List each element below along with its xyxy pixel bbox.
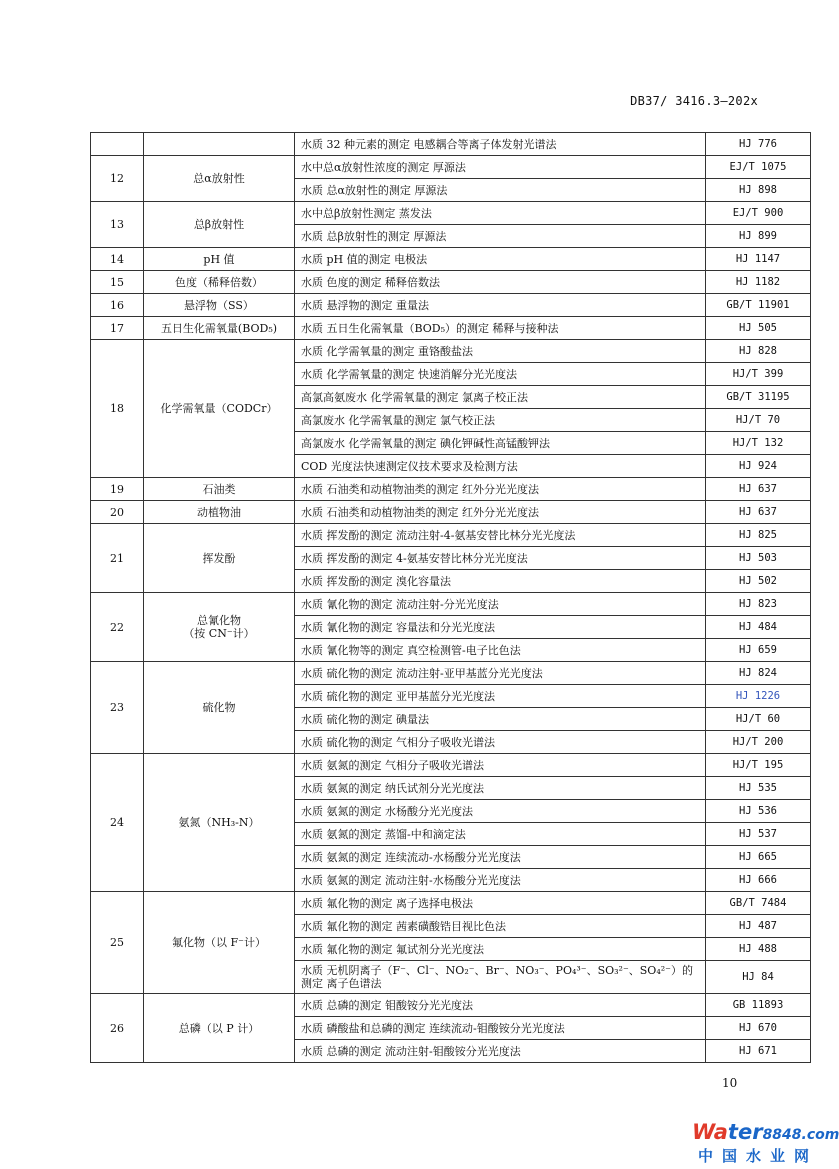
- table-row: [91, 271, 811, 294]
- method-cell: 水质 氰化物的测定 流动注射-分光光度法: [295, 593, 706, 616]
- standard-code-cell: HJ 828: [706, 340, 811, 363]
- test-item-cell: [144, 133, 295, 156]
- standard-code-cell: GB 11893: [706, 994, 811, 1017]
- standard-code-cell: HJ/T 60: [706, 708, 811, 731]
- method-cell: 高氯废水 化学需氧量的测定 碘化钾碱性高锰酸钾法: [295, 432, 706, 455]
- method-cell: 水质 氨氮的测定 流动注射-水杨酸分光光度法: [295, 869, 706, 892]
- row-number-cell: 12: [91, 156, 144, 202]
- method-cell: 水质 石油类和动植物油类的测定 红外分光光度法: [295, 478, 706, 501]
- watermark-brand: Water8848.com: [692, 1120, 839, 1144]
- row-number-cell: 25: [91, 892, 144, 994]
- standard-code-cell: HJ 659: [706, 639, 811, 662]
- standard-code-cell: HJ 666: [706, 869, 811, 892]
- test-item-label: 总氰化物 （按 CN⁻计）: [183, 614, 255, 640]
- row-number-cell: [91, 133, 144, 156]
- method-cell: 水质 挥发酚的测定 溴化容量法: [295, 570, 706, 593]
- method-cell: 高氯废水 化学需氧量的测定 氯气校正法: [295, 409, 706, 432]
- table-row: [91, 340, 811, 363]
- standard-code-cell: HJ 898: [706, 179, 811, 202]
- test-item-label: 色度（稀释倍数）: [175, 275, 263, 289]
- test-item-label: 氟化物（以 F⁻计）: [172, 936, 266, 949]
- table-row: [91, 501, 811, 524]
- standard-code-cell: HJ 537: [706, 823, 811, 846]
- test-item-label: 石油类: [202, 482, 236, 496]
- test-item-cell: [144, 662, 295, 754]
- test-item-cell: [144, 202, 295, 248]
- method-cell: 水质 无机阴离子（F⁻、Cl⁻、NO₂⁻、Br⁻、NO₃⁻、PO₄³⁻、SO₃²⁻、SO₄²⁻）的测定 离子色谱法: [295, 961, 706, 994]
- standard-code-cell: HJ/T 200: [706, 731, 811, 754]
- test-item-label: pH 值: [203, 252, 235, 266]
- row-number-cell: 26: [91, 994, 144, 1063]
- method-cell: 水质 总β放射性的测定 厚源法: [295, 225, 706, 248]
- row-number-cell: 13: [91, 202, 144, 248]
- test-item-cell: [144, 478, 295, 501]
- method-cell: 水质 氟化物的测定 茜素磺酸锆目视比色法: [295, 915, 706, 938]
- test-item-label: 氨氮（NH₃-N）: [178, 816, 260, 829]
- test-item-cell: [144, 340, 295, 478]
- standard-code-link[interactable]: HJ 1226: [706, 685, 811, 708]
- method-cell: 水中总α放射性浓度的测定 厚源法: [295, 156, 706, 179]
- standard-code-cell: GB/T 31195: [706, 386, 811, 409]
- method-cell: 水质 磷酸盐和总磷的测定 连续流动-钼酸铵分光光度法: [295, 1017, 706, 1040]
- standard-code-cell: GB/T 7484: [706, 892, 811, 915]
- standard-code-cell: HJ 637: [706, 478, 811, 501]
- test-item-cell: [144, 994, 295, 1063]
- method-cell: 水质 化学需氧量的测定 重铬酸盐法: [295, 340, 706, 363]
- method-cell: 水质 硫化物的测定 流动注射-亚甲基蓝分光光度法: [295, 662, 706, 685]
- standard-code-cell: HJ/T 399: [706, 363, 811, 386]
- method-cell: 水质 氰化物等的测定 真空检测管-电子比色法: [295, 639, 706, 662]
- method-cell: 高氯高氨废水 化学需氧量的测定 氯离子校正法: [295, 386, 706, 409]
- table-row: [91, 994, 811, 1017]
- page-number: 10: [722, 1076, 738, 1090]
- test-item-cell: [144, 754, 295, 892]
- method-cell: 水质 氟化物的测定 氟试剂分光光度法: [295, 938, 706, 961]
- table-row: [91, 156, 811, 179]
- standard-code-cell: HJ/T 70: [706, 409, 811, 432]
- test-item-cell: [144, 294, 295, 317]
- method-cell: 水质 化学需氧量的测定 快速消解分光光度法: [295, 363, 706, 386]
- test-item-label: 动植物油: [197, 505, 241, 519]
- method-cell: COD 光度法快速测定仪技术要求及检测方法: [295, 455, 706, 478]
- standard-code-cell: EJ/T 900: [706, 202, 811, 225]
- standard-code-cell: HJ 824: [706, 662, 811, 685]
- standard-code-cell: HJ 503: [706, 547, 811, 570]
- method-cell: 水质 32 种元素的测定 电感耦合等离子体发射光谱法: [295, 133, 706, 156]
- table-row: [91, 317, 811, 340]
- test-item-cell: [144, 248, 295, 271]
- table-row: [91, 754, 811, 777]
- standard-code-cell: HJ 823: [706, 593, 811, 616]
- standard-code-cell: HJ 776: [706, 133, 811, 156]
- test-item-cell: [144, 524, 295, 593]
- standard-code-cell: HJ 488: [706, 938, 811, 961]
- test-item-cell: [144, 271, 295, 294]
- method-cell: 水质 pH 值的测定 电极法: [295, 248, 706, 271]
- standard-code-cell: HJ 502: [706, 570, 811, 593]
- method-cell: 水质 挥发酚的测定 4-氨基安替比林分光光度法: [295, 547, 706, 570]
- row-number-cell: 18: [91, 340, 144, 478]
- test-item-label: 总α放射性: [193, 172, 245, 185]
- method-cell: 水质 氰化物的测定 容量法和分光光度法: [295, 616, 706, 639]
- table-row: [91, 593, 811, 616]
- method-cell: 水质 氨氮的测定 气相分子吸收光谱法: [295, 754, 706, 777]
- test-item-label: 挥发酚: [202, 551, 236, 565]
- standard-code-cell: HJ 84: [706, 961, 811, 994]
- row-number-cell: 22: [91, 593, 144, 662]
- test-item-label: 硫化物: [202, 701, 236, 714]
- standard-code-cell: HJ/T 195: [706, 754, 811, 777]
- row-number-cell: 16: [91, 294, 144, 317]
- standard-code-cell: HJ 670: [706, 1017, 811, 1040]
- standards-table: [90, 132, 811, 1063]
- row-number-cell: 20: [91, 501, 144, 524]
- method-cell: 水质 总磷的测定 钼酸铵分光光度法: [295, 994, 706, 1017]
- row-number-cell: 15: [91, 271, 144, 294]
- table-row: [91, 294, 811, 317]
- standard-code-cell: HJ 1182: [706, 271, 811, 294]
- standard-code-cell: HJ 665: [706, 846, 811, 869]
- standard-code-cell: HJ 535: [706, 777, 811, 800]
- method-cell: 水质 石油类和动植物油类的测定 红外分光光度法: [295, 501, 706, 524]
- test-item-label: 总β放射性: [193, 218, 245, 231]
- method-cell: 水质 氨氮的测定 纳氏试剂分光光度法: [295, 777, 706, 800]
- table-row: [91, 133, 811, 156]
- method-cell: 水质 硫化物的测定 亚甲基蓝分光光度法: [295, 685, 706, 708]
- test-item-label: 五日生化需氧量(BOD₅): [160, 321, 278, 335]
- method-cell: 水质 色度的测定 稀释倍数法: [295, 271, 706, 294]
- standard-code-cell: HJ/T 132: [706, 432, 811, 455]
- method-cell: 水质 硫化物的测定 碘量法: [295, 708, 706, 731]
- standard-code-cell: HJ 487: [706, 915, 811, 938]
- standard-code-cell: HJ 637: [706, 501, 811, 524]
- test-item-cell: [144, 501, 295, 524]
- row-number-cell: 19: [91, 478, 144, 501]
- standard-code-cell: HJ 536: [706, 800, 811, 823]
- row-number-cell: 21: [91, 524, 144, 593]
- table-row: [91, 892, 811, 915]
- table-row: [91, 524, 811, 547]
- watermark-cn: 中国水业网: [698, 1147, 819, 1165]
- method-cell: 水质 氨氮的测定 蒸馏-中和滴定法: [295, 823, 706, 846]
- method-cell: 水质 悬浮物的测定 重量法: [295, 294, 706, 317]
- watermark-logo: [692, 1120, 839, 1165]
- table-row: [91, 202, 811, 225]
- method-cell: 水质 氟化物的测定 离子选择电极法: [295, 892, 706, 915]
- standard-code-cell: HJ 505: [706, 317, 811, 340]
- method-cell: 水质 硫化物的测定 气相分子吸收光谱法: [295, 731, 706, 754]
- standard-code-cell: HJ 1147: [706, 248, 811, 271]
- test-item-cell: [144, 156, 295, 202]
- standard-code-cell: HJ 484: [706, 616, 811, 639]
- standard-code-cell: GB/T 11901: [706, 294, 811, 317]
- test-item-cell: [144, 317, 295, 340]
- standard-code-cell: HJ 924: [706, 455, 811, 478]
- row-number-cell: 23: [91, 662, 144, 754]
- method-cell: 水质 挥发酚的测定 流动注射-4-氨基安替比林分光光度法: [295, 524, 706, 547]
- row-number-cell: 24: [91, 754, 144, 892]
- table-row: [91, 478, 811, 501]
- row-number-cell: 14: [91, 248, 144, 271]
- table-row: [91, 662, 811, 685]
- standard-code-cell: HJ 671: [706, 1040, 811, 1063]
- standard-code-cell: HJ 899: [706, 225, 811, 248]
- test-item-label: 总磷（以 P 计）: [178, 1021, 260, 1035]
- test-item-label: 悬浮物（SS）: [184, 298, 254, 312]
- test-item-cell: [144, 593, 295, 662]
- standard-code-cell: EJ/T 1075: [706, 156, 811, 179]
- test-item-cell: [144, 892, 295, 994]
- method-cell: 水质 总α放射性的测定 厚源法: [295, 179, 706, 202]
- document-id: DB37/ 3416.3—202x: [630, 94, 758, 108]
- method-cell: 水质 总磷的测定 流动注射-钼酸铵分光光度法: [295, 1040, 706, 1063]
- standards-table-body: [91, 133, 811, 1063]
- method-cell: 水质 氨氮的测定 水杨酸分光光度法: [295, 800, 706, 823]
- table-row: [91, 248, 811, 271]
- row-number-cell: 17: [91, 317, 144, 340]
- method-cell: 水质 氨氮的测定 连续流动-水杨酸分光光度法: [295, 846, 706, 869]
- test-item-label: 化学需氧量（CODCr）: [160, 402, 278, 415]
- standard-code-cell: HJ 825: [706, 524, 811, 547]
- method-cell: 水中总β放射性测定 蒸发法: [295, 202, 706, 225]
- method-cell: 水质 五日生化需氧量（BOD₅）的测定 稀释与接种法: [295, 317, 706, 340]
